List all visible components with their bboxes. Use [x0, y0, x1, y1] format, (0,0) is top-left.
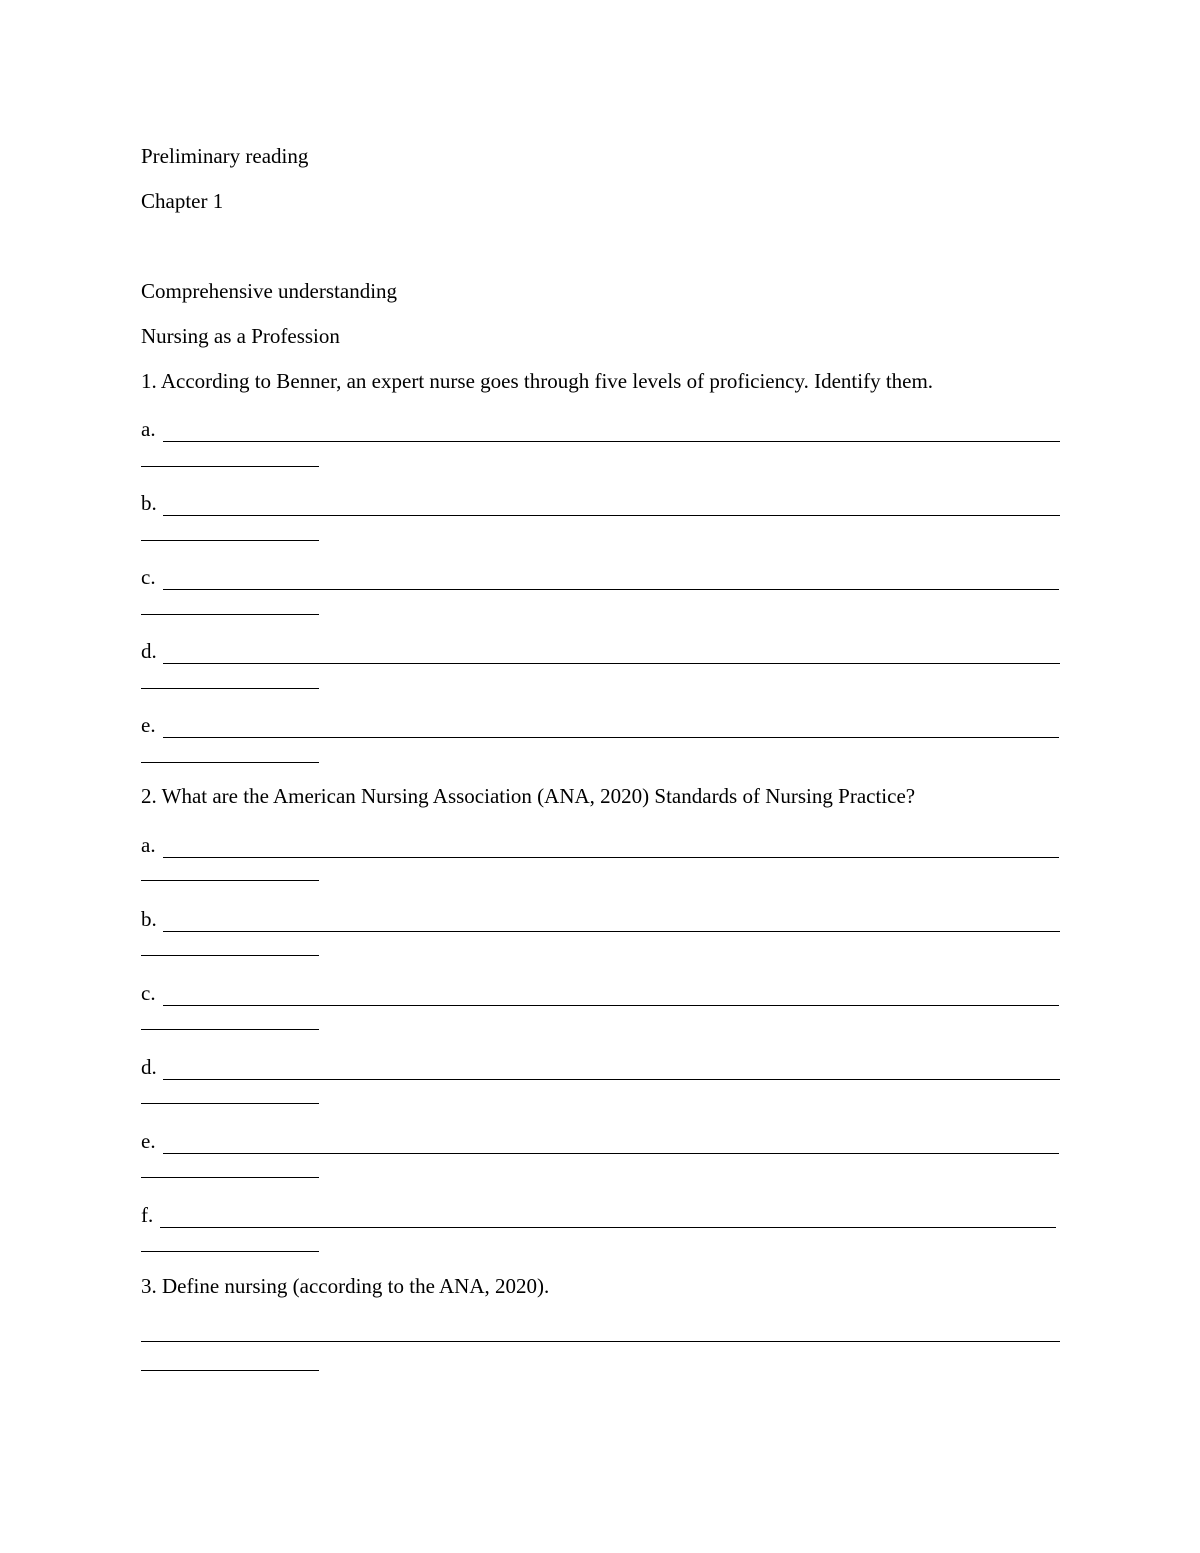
- answer-line-continuation[interactable]: [141, 1370, 319, 1371]
- answer-label: a.: [141, 417, 156, 441]
- answer-line-continuation[interactable]: [141, 955, 319, 956]
- answer-line[interactable]: [163, 663, 1060, 664]
- answer-line-continuation[interactable]: [141, 1029, 319, 1030]
- answer-label: a.: [141, 833, 156, 857]
- question-3-text: 3. Define nursing (according to the ANA, 2020).: [141, 1274, 550, 1298]
- q1-answer-b[interactable]: [141, 484, 1060, 514]
- answer-line[interactable]: [141, 1341, 1060, 1342]
- answer-line-continuation[interactable]: [141, 880, 319, 881]
- answer-label: c.: [141, 565, 156, 589]
- section-title: Comprehensive understanding: [141, 279, 398, 303]
- subsection-title: Nursing as a Profession: [141, 324, 340, 348]
- q2-answer-d[interactable]: [141, 1048, 1060, 1078]
- header-preliminary-reading: Preliminary reading: [141, 144, 309, 168]
- answer-label: e.: [141, 713, 156, 737]
- answer-label: b.: [141, 491, 157, 515]
- q1-answer-d[interactable]: [141, 632, 1060, 662]
- answer-label: f.: [141, 1203, 154, 1227]
- q2-answer-e[interactable]: [141, 1122, 1059, 1152]
- q2-answer-f[interactable]: [141, 1196, 1056, 1226]
- answer-line[interactable]: [163, 441, 1060, 442]
- answer-label: d.: [141, 1055, 157, 1079]
- answer-line[interactable]: [163, 1005, 1059, 1006]
- q1-answer-e[interactable]: [141, 706, 1059, 736]
- answer-label: b.: [141, 907, 157, 931]
- answer-line-continuation[interactable]: [141, 614, 319, 615]
- answer-line-continuation[interactable]: [141, 762, 319, 763]
- q2-answer-b[interactable]: [141, 900, 1060, 930]
- answer-line-continuation[interactable]: [141, 466, 319, 467]
- answer-line[interactable]: [163, 1153, 1059, 1154]
- q1-answer-a[interactable]: [141, 410, 1060, 440]
- answer-line[interactable]: [163, 515, 1060, 516]
- q2-answer-a[interactable]: [141, 826, 1059, 856]
- answer-label: c.: [141, 981, 156, 1005]
- answer-label: d.: [141, 639, 157, 663]
- answer-line-continuation[interactable]: [141, 540, 319, 541]
- answer-line-continuation[interactable]: [141, 1177, 319, 1178]
- question-1-text: 1. According to Benner, an expert nurse goes through five levels of proficiency. Identify them.: [141, 369, 934, 393]
- answer-line[interactable]: [163, 931, 1060, 932]
- answer-line[interactable]: [163, 857, 1059, 858]
- q1-answer-c[interactable]: [141, 558, 1059, 588]
- answer-line[interactable]: [163, 737, 1059, 738]
- answer-line-continuation[interactable]: [141, 688, 319, 689]
- question-2-text: 2. What are the American Nursing Association (ANA, 2020) Standards of Nursing Practice?: [141, 784, 916, 808]
- answer-line[interactable]: [163, 1079, 1060, 1080]
- answer-line-continuation[interactable]: [141, 1251, 319, 1252]
- header-chapter: Chapter 1: [141, 189, 224, 213]
- answer-line[interactable]: [163, 589, 1059, 590]
- answer-line[interactable]: [160, 1227, 1056, 1228]
- answer-line-continuation[interactable]: [141, 1103, 319, 1104]
- q2-answer-c[interactable]: [141, 974, 1059, 1004]
- answer-label: e.: [141, 1129, 156, 1153]
